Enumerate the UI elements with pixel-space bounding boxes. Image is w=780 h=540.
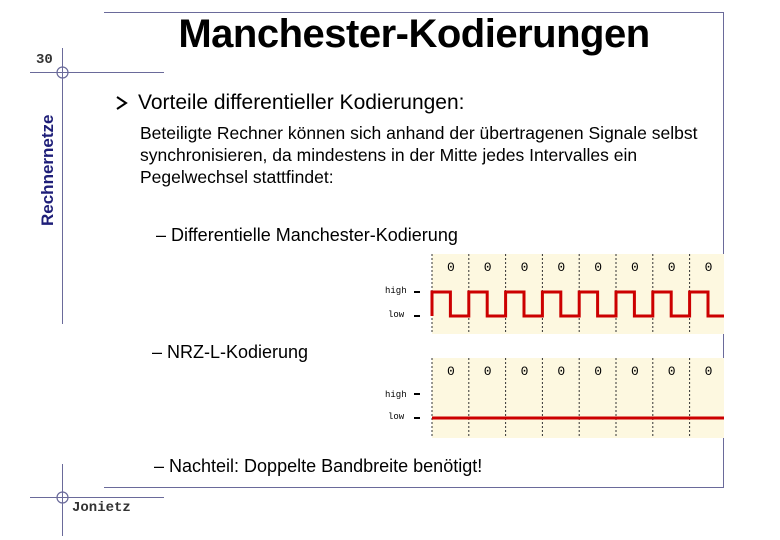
bit-label: 0 [557,260,566,275]
manchester-diagram [384,254,724,334]
slide-title: Manchester-Kodierungen [178,12,650,56]
bit-label: 0 [631,260,639,275]
author: Jonietz [72,500,131,516]
high-label: high [385,286,407,296]
bit-label: 0 [704,364,713,379]
low-label: low [388,412,405,422]
diagram-background [432,358,724,438]
bit-label: 0 [594,260,602,275]
item-diff-manchester: – Differentielle Manchester-Kodierung [156,225,458,245]
bit-label: 0 [704,260,713,275]
bottom-rule [30,497,164,498]
bit-label: 0 [447,364,455,379]
bit-label: 0 [667,260,676,275]
item-drawback: – Nachteil: Doppelte Bandbreite benötigt! [154,456,483,476]
frame-bottom [104,487,724,488]
bit-label: 0 [483,260,492,275]
bit-label: 0 [557,364,566,379]
bit-label: 0 [667,364,676,379]
top-rule [30,72,164,73]
heading: Vorteile differentieller Kodierungen: [138,91,465,114]
paragraph: Beteiligte Rechner können sich anhand der übertragenen Signale selbst synchronisieren, da mindestens in der Mitte jedes Intervalles ein Pegelwechsel stattfindet: [140,123,698,187]
bit-label: 0 [631,364,639,379]
low-label: low [388,310,405,320]
bit-label: 0 [520,364,529,379]
bit-label: 0 [483,364,492,379]
bit-label: 0 [520,260,529,275]
nrz-diagram [384,358,724,438]
left-rule-top [62,48,63,324]
bit-label: 0 [594,364,602,379]
crosshair-icon [55,490,70,505]
crosshair-icon [55,65,70,80]
side-label: Rechnernetze [38,114,57,226]
bullet-arrow-icon [116,96,128,110]
high-label: high [385,390,407,400]
item-nrz-l: – NRZ-L-Kodierung [152,342,309,362]
page-number: 30 [36,52,53,68]
bit-label: 0 [447,260,455,275]
